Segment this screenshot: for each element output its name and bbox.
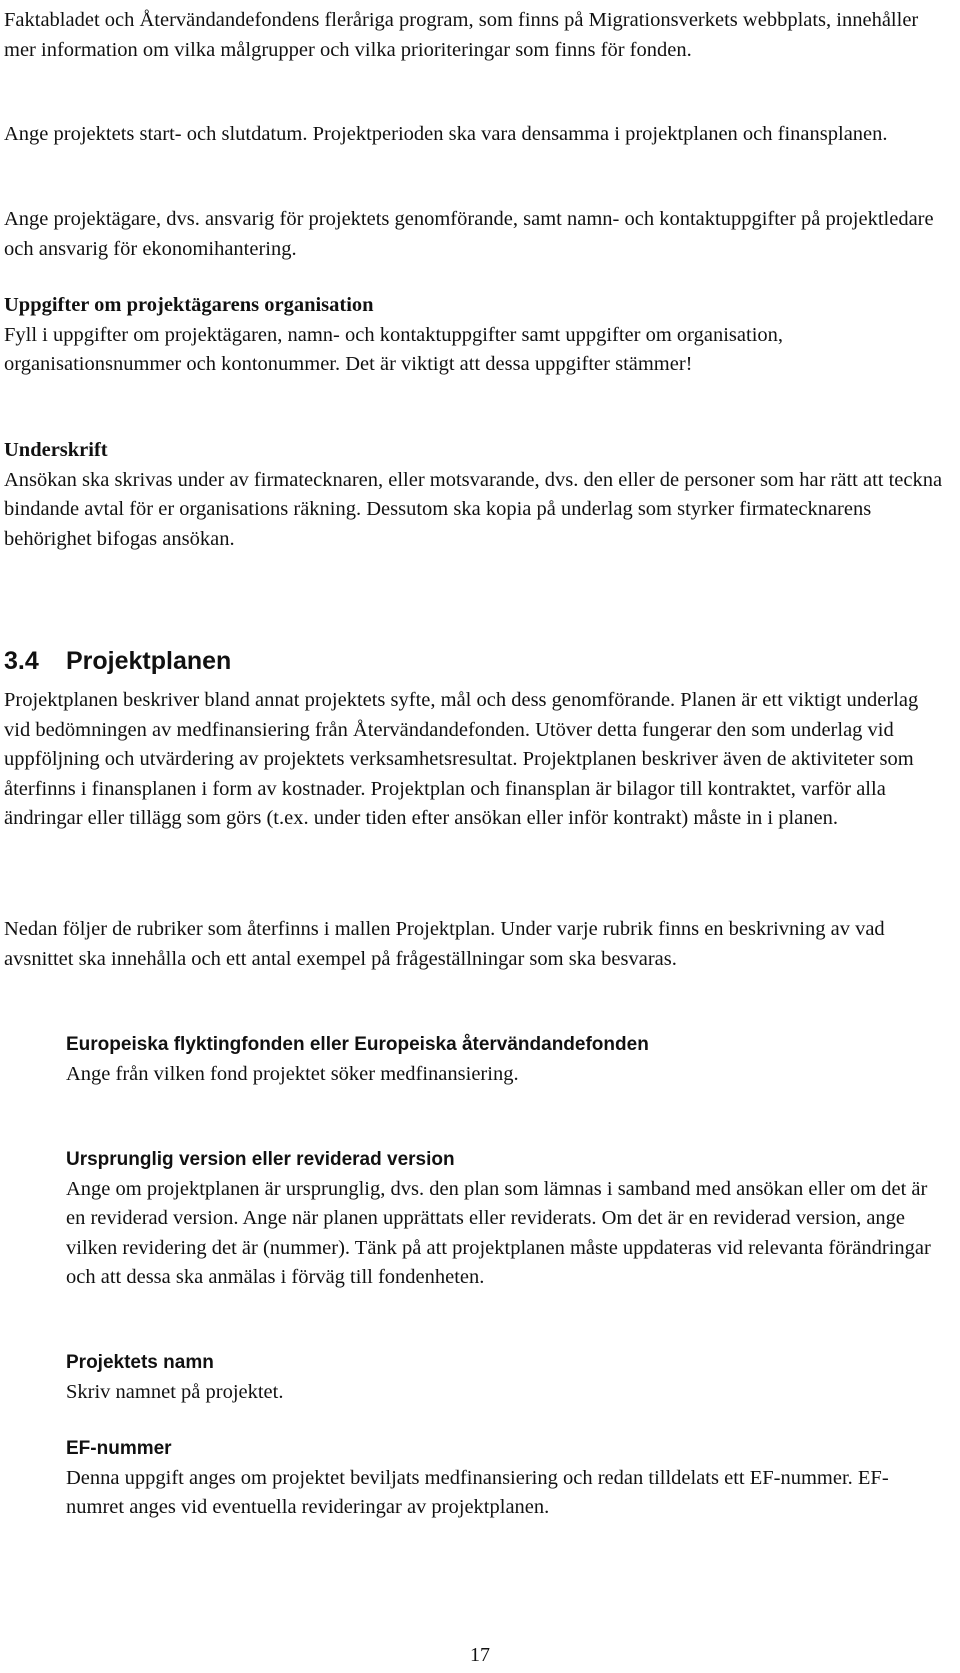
item-fund xyxy=(66,1030,946,1089)
intro-paragraph-1: Faktabladet och Återvändandefondens fleråriga program, som finns på Migrationsverkets webbplats, innehåller mer information om vilka målgrupper och vilka prioriteringar som finns för fonden. xyxy=(4,9,919,61)
item-text: Skriv namnet på projektet. xyxy=(66,1380,284,1403)
org-text: Fyll i uppgifter om projektägaren, namn- och kontaktuppgifter samt uppgifter om organisation, organisationsnummer och kontonummer. Det är viktigt att dessa uppgifter stämmer! xyxy=(4,323,784,375)
section-title: Projektplanen xyxy=(66,647,232,675)
item-ef-number xyxy=(66,1434,946,1523)
item-heading: EF-nummer xyxy=(66,1438,172,1459)
item-heading: Ursprunglig version eller reviderad version xyxy=(66,1149,455,1170)
signature-section xyxy=(4,436,948,554)
item-text: Denna uppgift anges om projektet beviljats medfinansiering och redan tilldelats ett EF-nummer. EF-numret anges vid eventuella revideringar av projektplanen. xyxy=(66,1466,889,1518)
item-text: Ange om projektplanen är ursprunglig, dvs. den plan som lämnas i samband med ansökan eller om det är en reviderad version. Ange när planen upprättats eller reviderats. Om det är en reviderad version, ange vilken revidering det är (nummer). Tänk på att projektplanen måste uppdateras vid relevanta förändringar och att dessa ska anmälas i förväg till fondenheten. xyxy=(66,1177,931,1288)
section-number: 3.4 xyxy=(4,647,39,675)
intro-paragraph-3: Ange projektägare, dvs. ansvarig för projektets genomförande, samt namn- och kontaktuppgifter på projektledare och ansvarig för ekonomihantering. xyxy=(4,208,934,260)
org-heading: Uppgifter om projektägarens organisation xyxy=(4,294,374,316)
signature-heading: Underskrift xyxy=(4,439,108,461)
section-paragraph-1: Projektplanen beskriver bland annat projektets syfte, mål och dess genomförande. Planen är ett viktigt underlag vid bedömningen av medfinansiering från Återvändandefonden. Utöver detta fungerar den som underlag vid uppföljning och utvärdering av projektets verksamhetsresultat. Projektplanen beskriver även de aktiviteter som återfinns i finansplanen i form av kostnader. Projektplan och finansplan är bilagor till kontraktet, varför alla ändringar eller tillägg som görs (t.ex. under tiden efter ansökan eller inför kontrakt) måste in i planen. xyxy=(4,689,919,829)
item-text: Ange från vilken fond projektet söker medfinansiering. xyxy=(66,1062,519,1085)
section-heading xyxy=(4,645,231,677)
item-version xyxy=(66,1145,946,1293)
signature-text: Ansökan ska skrivas under av firmatecknaren, eller motsvarande, dvs. den eller de personer som har rätt att teckna bindande avtal för er organisations räkning. Dessutom ska kopia på underlag som styrker firmatecknarens behörighet bifogas ansökan. xyxy=(4,468,943,550)
item-project-name xyxy=(66,1348,946,1407)
page-number: 17 xyxy=(470,1644,490,1666)
intro-paragraph-2: Ange projektets start- och slutdatum. Projektperioden ska vara densamma i projektplanen och finansplanen. xyxy=(4,123,888,145)
section-paragraph-2: Nedan följer de rubriker som återfinns i mallen Projektplan. Under varje rubrik finns en beskrivning av vad avsnittet ska innehålla och ett antal exempel på frågeställningar som ska besvaras. xyxy=(4,918,885,970)
item-heading: Europeiska flyktingfonden eller Europeiska återvändandefonden xyxy=(66,1034,649,1055)
item-heading: Projektets namn xyxy=(66,1352,214,1373)
org-section xyxy=(4,291,948,380)
